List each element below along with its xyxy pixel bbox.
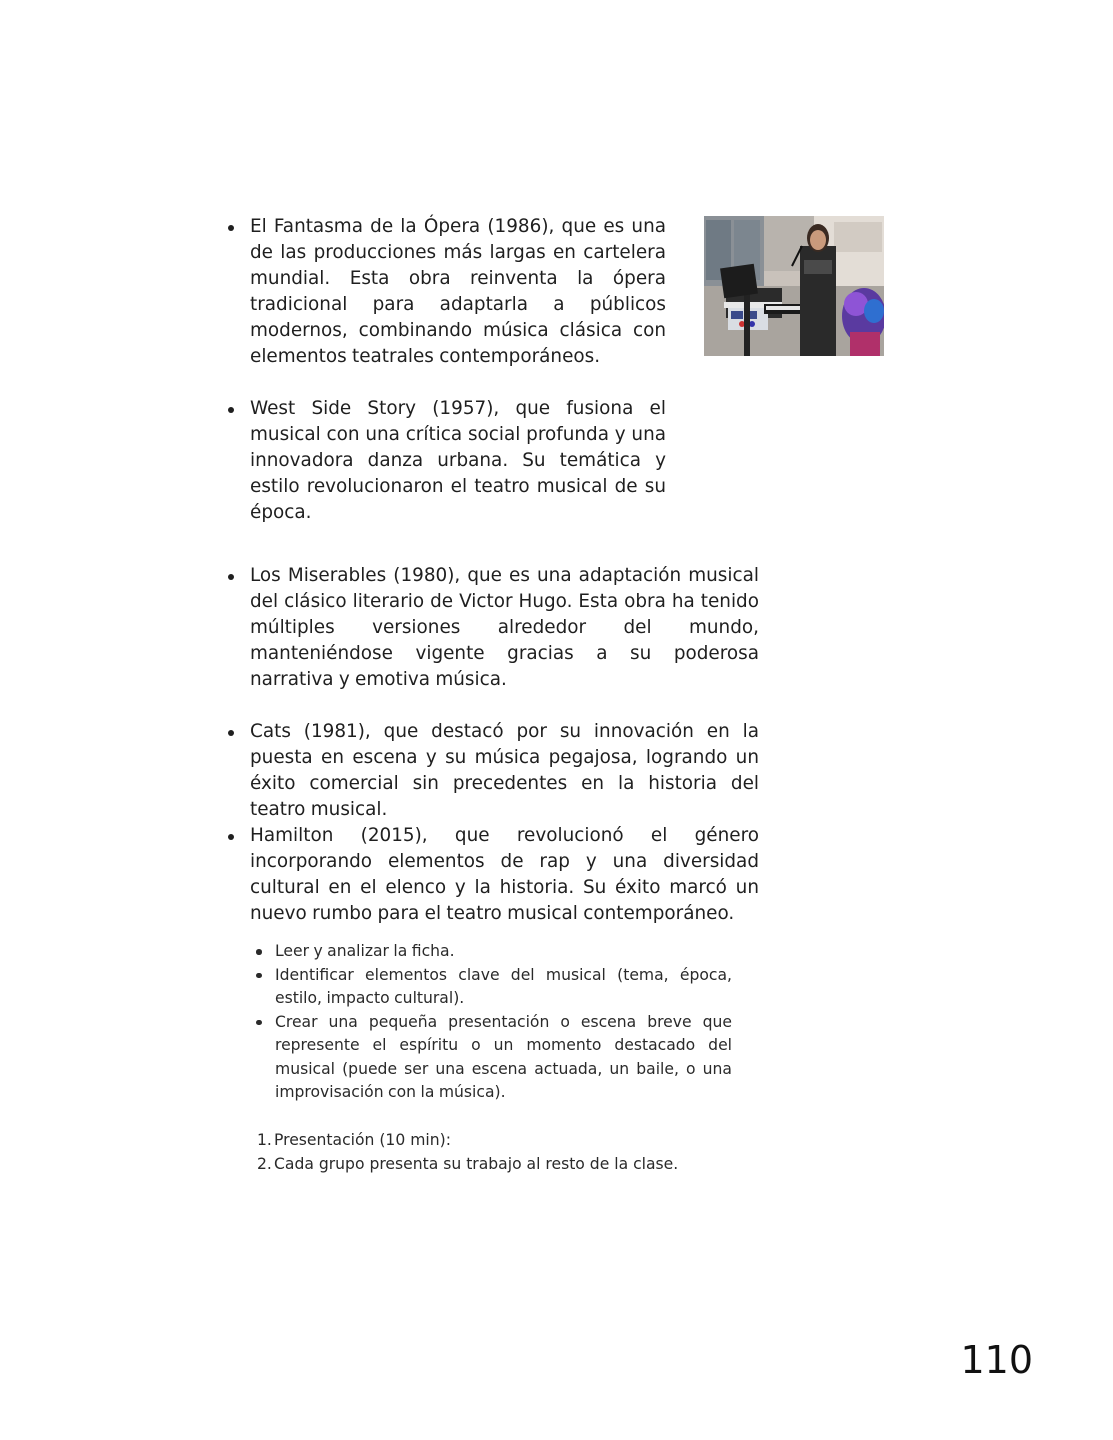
task-item: Leer y analizar la ficha.: [255, 940, 732, 964]
singer-keyboard-photo: [704, 216, 884, 356]
task-item: Identificar elementos clave del musical (tema, época, estilo, impacto cultural).: [255, 964, 732, 1011]
musical-item-les-miserables: Los Miserables (1980), que es una adaptación musical del clásico literario de Victor Hugo. Esta obra ha tenido múltiples versiones alrededor del mundo, manteniéndose vigente gracias a su poderosa narrativa y emotiva música.: [228, 563, 759, 693]
step-number: 1.: [257, 1131, 272, 1149]
musical-item-cats: Cats (1981), que destacó por su innovación en la puesta en escena y su música pegajosa, logrando un éxito comercial sin precedentes en la historia del teatro musical.: [228, 719, 759, 823]
musical-item-west-side-story: West Side Story (1957), que fusiona el musical con una crítica social profunda y una innovadora danza urbana. Su temática y estilo revolucionaron el teatro musical de su época.: [228, 396, 666, 526]
photo-illustration: [704, 216, 884, 356]
activity-tasks-list: [255, 940, 732, 1105]
step-number: 2.: [257, 1155, 272, 1173]
musical-item-hamilton: Hamilton (2015), que revolucionó el género incorporando elementos de rap y una diversidad cultural en el elenco y la historia. Su éxito marcó un nuevo rumbo para el teatro musical contemporáneo.: [228, 823, 759, 927]
task-item: Crear una pequeña presentación o escena breve que represente el espíritu o un momento destacado del musical (puede ser una escena actuada, un baile, o una improvisación con la música).: [255, 1011, 732, 1105]
step-item: [257, 1128, 678, 1152]
step-item: [257, 1152, 678, 1176]
step-text: Cada grupo presenta su trabajo al resto de la clase.: [274, 1155, 679, 1173]
page-number: 110: [960, 1338, 1033, 1382]
musicals-list: [228, 214, 759, 927]
musical-item-phantom: El Fantasma de la Ópera (1986), que es una de las producciones más largas en cartelera mundial. Esta obra reinventa la ópera tradicional para adaptarla a públicos modernos, combinando música clásica con elementos teatrales contemporáneos.: [228, 214, 666, 370]
steps-list: [257, 1128, 678, 1176]
step-text: Presentación (10 min):: [274, 1131, 451, 1149]
